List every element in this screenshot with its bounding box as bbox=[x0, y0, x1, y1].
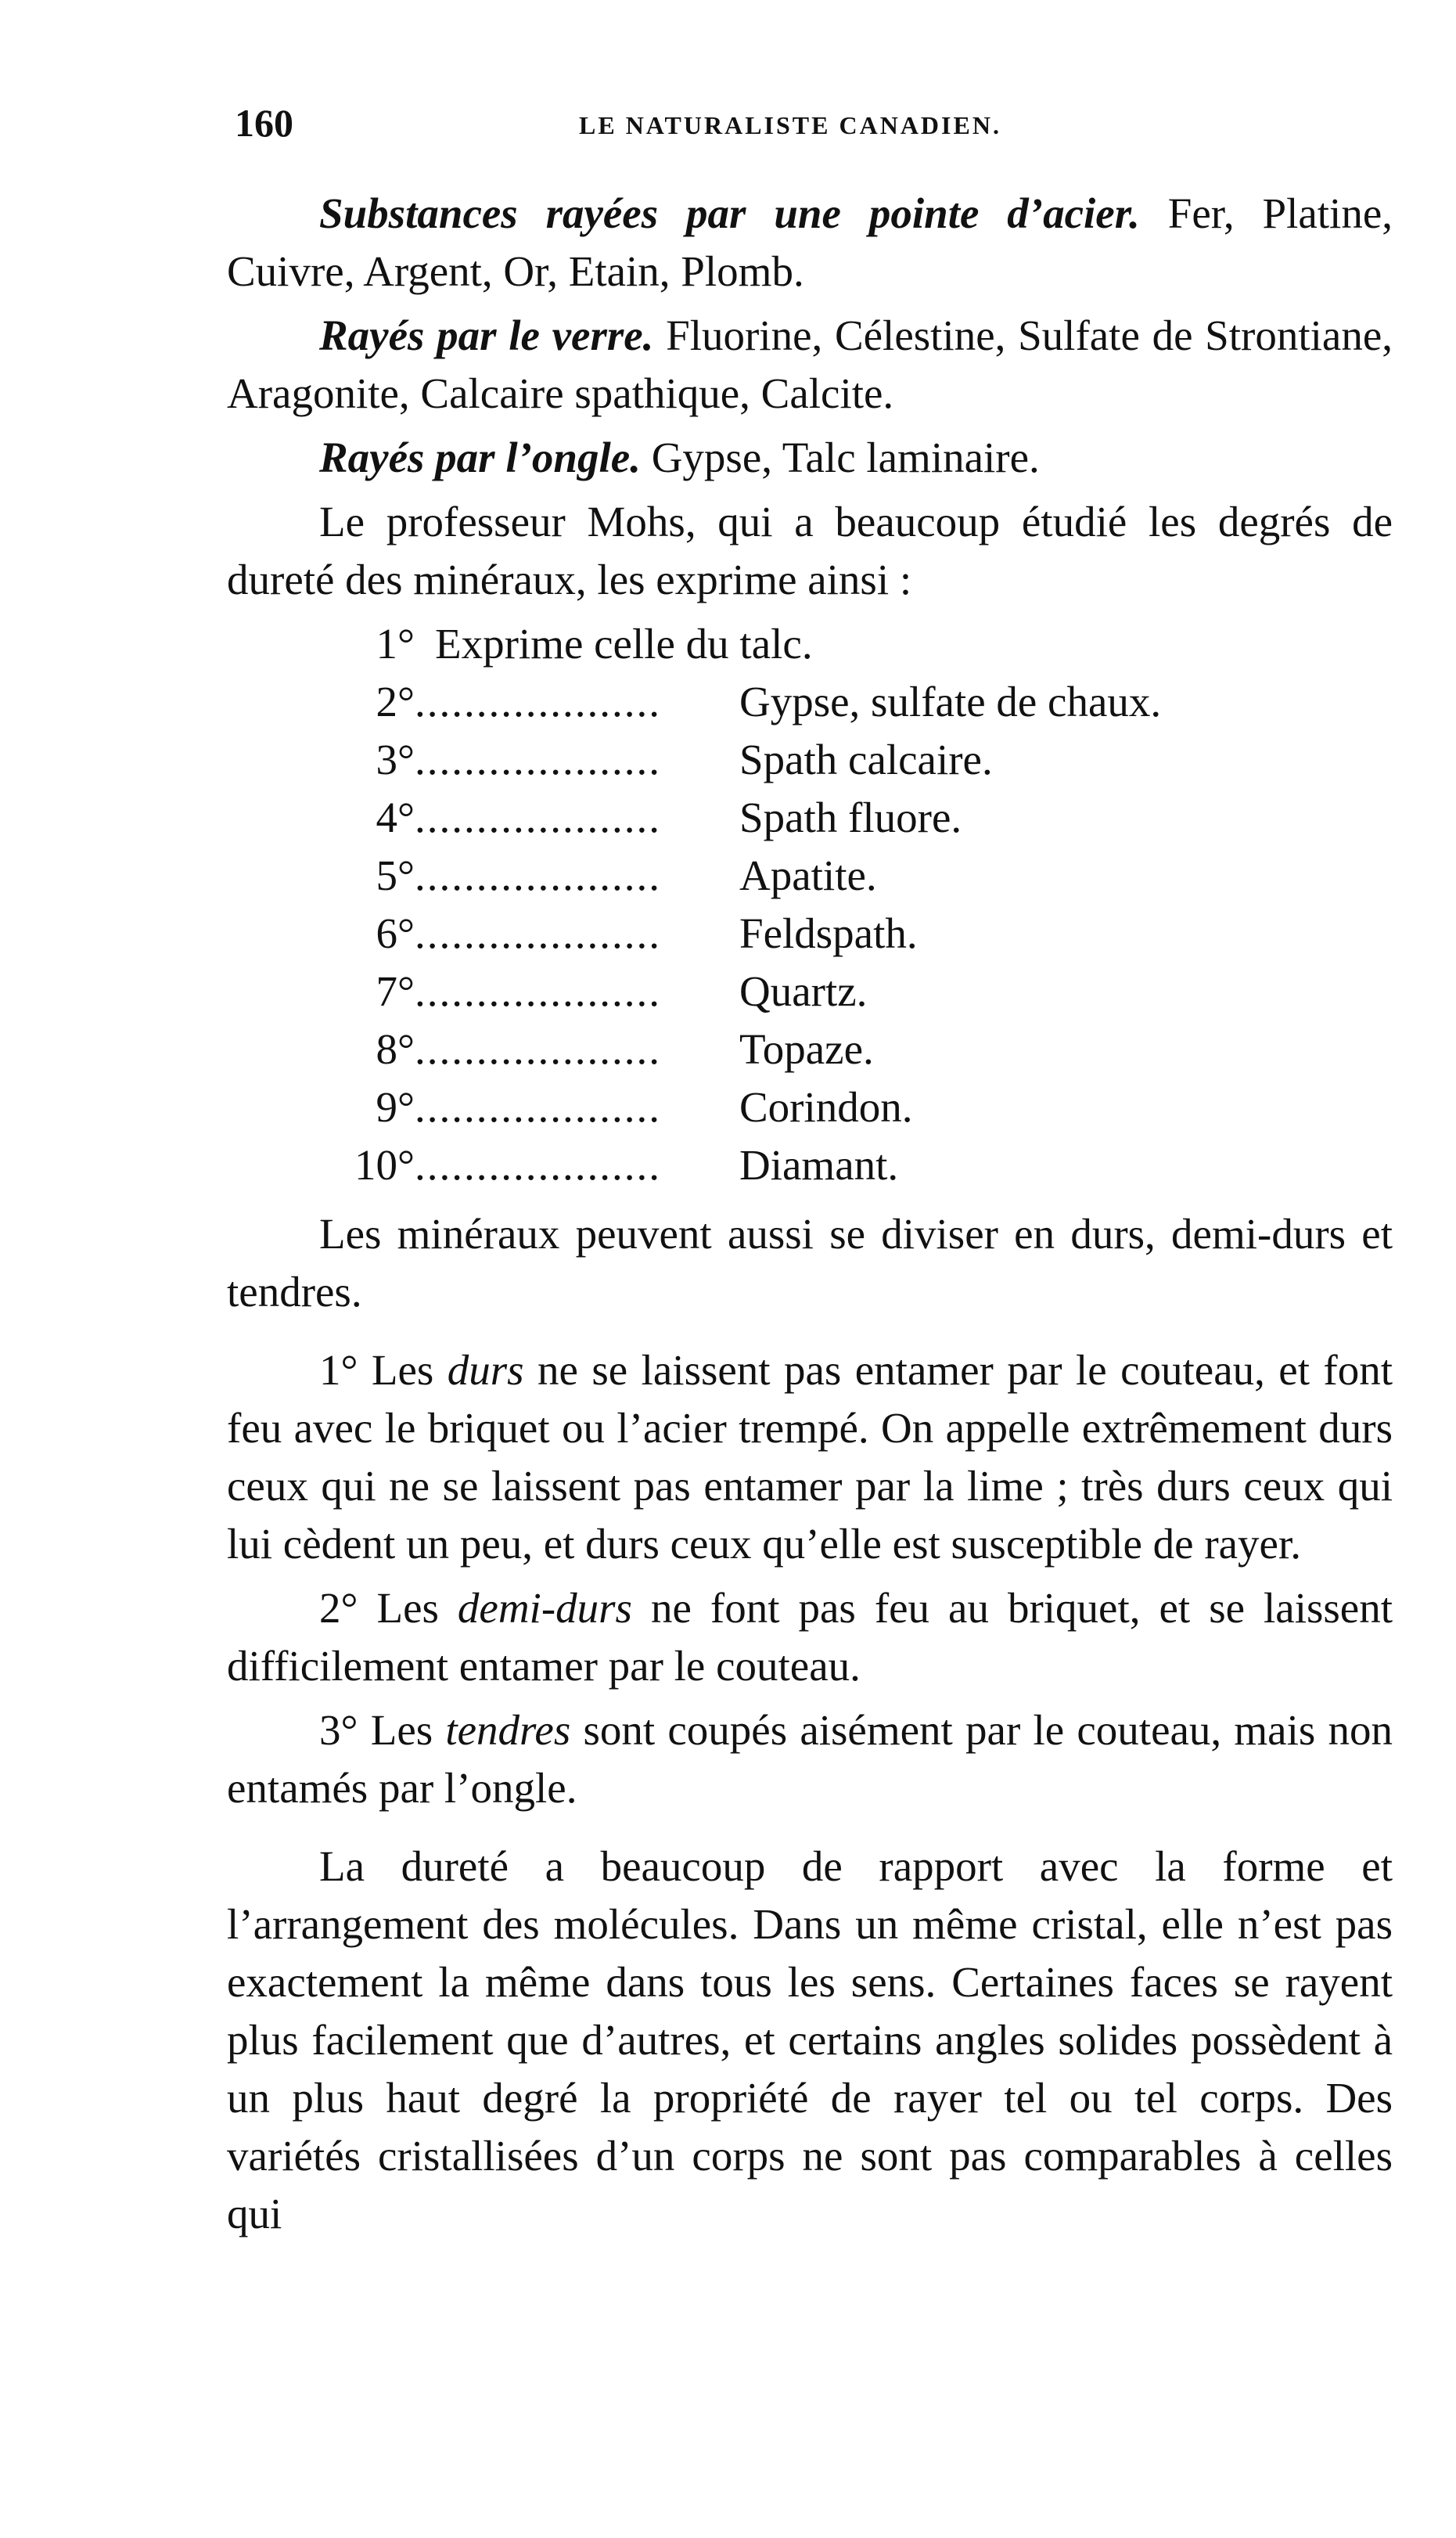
scale-degree: 1° bbox=[376, 620, 415, 668]
scale-mineral: Feldspath. bbox=[739, 909, 918, 957]
scale-mineral: Corindon. bbox=[739, 1083, 913, 1131]
scale-mineral: Apatite. bbox=[739, 851, 877, 899]
leader-dots: .................... bbox=[415, 736, 661, 783]
division-text: ne se laissent pas entamer par le couteau, et font feu avec le briquet ou l’acier trempé. On appelle extrêmement durs ceux qui ne se laissent pas entamer par la lime ; très durs ceux qui lui cèdent un peu, et durs ceux qu’elle est susceptible de rayer. bbox=[227, 1346, 1393, 1568]
page-number: 160 bbox=[235, 101, 293, 145]
hardness-group-steel bbox=[227, 185, 1393, 301]
leader-dots: .................... bbox=[415, 967, 661, 1015]
group-text: Fer, Platine, Cuivre, Argent, Or, Etain, Plomb. bbox=[227, 189, 1393, 295]
scale-mineral: Spath calcaire. bbox=[739, 736, 993, 783]
leader-dots: .................... bbox=[415, 1083, 661, 1131]
group-text: Fluorine, Célestine, Sulfate de Strontiane, Aragonite, Calcaire spathique, Calcite. bbox=[227, 311, 1393, 417]
scale-degree: 6° bbox=[376, 909, 415, 957]
group-lead: Rayés par le verre. bbox=[319, 311, 654, 359]
division-soft bbox=[227, 1701, 1393, 1817]
scale-degree: 5° bbox=[376, 851, 415, 899]
leader-dots: .................... bbox=[415, 851, 661, 899]
division-intro: Les minéraux peuvent aussi se diviser en durs, demi-durs et tendres. bbox=[227, 1210, 1393, 1316]
scale-mineral: Spath fluore. bbox=[739, 794, 962, 841]
leader-dots: .................... bbox=[415, 909, 661, 957]
scale-row bbox=[227, 1078, 1393, 1136]
hardness-group-glass bbox=[227, 307, 1393, 423]
scale-row bbox=[227, 963, 1393, 1021]
scale-degree: 8° bbox=[376, 1025, 415, 1073]
division-prefix: 2° Les bbox=[319, 1584, 458, 1632]
scale-degree: 7° bbox=[376, 967, 415, 1015]
mohs-scale-list bbox=[227, 615, 1393, 1194]
scale-degree: 4° bbox=[376, 794, 415, 841]
scale-degree: 9° bbox=[376, 1083, 415, 1131]
scale-row bbox=[227, 789, 1393, 847]
page-header bbox=[235, 100, 1408, 155]
division-prefix: 1° Les bbox=[319, 1346, 448, 1394]
scale-degree: 3° bbox=[376, 736, 415, 783]
leader-dots: .................... bbox=[415, 678, 661, 725]
scale-degree: 10° bbox=[354, 1141, 415, 1189]
division-term: durs bbox=[447, 1346, 524, 1394]
scale-row bbox=[227, 1136, 1393, 1194]
group-lead: Rayés par l’ongle. bbox=[319, 434, 641, 481]
closing-paragraph: La dureté a beaucoup de rapport avec la forme et l’arrangement des molécules. Dans un même cristal, elle n’est pas exactement la même dans tous les sens. Certaines faces se rayent plus facilement que d’autres, et certains angles solides possèdent à un plus haut degré la propriété de rayer tel ou tel corps. Des variétés cristallisées d’un corps ne sont pas comparables à celles qui bbox=[227, 1842, 1393, 2237]
scale-row bbox=[227, 731, 1393, 789]
division-text: ne font pas feu au briquet, et se laissent difficilement entamer par le couteau. bbox=[227, 1584, 1393, 1690]
scale-row bbox=[227, 615, 1393, 673]
scale-row bbox=[227, 1021, 1393, 1078]
group-text: Gypse, Talc laminaire. bbox=[640, 434, 1040, 481]
hardness-group-nail bbox=[227, 429, 1393, 487]
scale-mineral: Topaze. bbox=[739, 1025, 874, 1073]
leader-dots: .................... bbox=[415, 1025, 661, 1073]
scale-row bbox=[227, 905, 1393, 963]
running-head: LE NATURALISTE CANADIEN. bbox=[579, 111, 1001, 139]
leader-dots: .................... bbox=[415, 1141, 661, 1189]
scale-degree: 2° bbox=[376, 678, 415, 725]
leader-dots: .................... bbox=[415, 794, 661, 841]
scale-mineral: Diamant. bbox=[739, 1141, 899, 1189]
division-semi-hard bbox=[227, 1579, 1393, 1695]
division-term: tendres bbox=[445, 1706, 571, 1754]
division-text: sont coupés aisément par le couteau, mais non entamés par l’ongle. bbox=[227, 1706, 1393, 1812]
division-term: demi-durs bbox=[457, 1584, 632, 1632]
division-prefix: 3° Les bbox=[319, 1706, 446, 1754]
group-lead: Substances rayées par une pointe d’acier. bbox=[319, 189, 1140, 237]
division-hard bbox=[227, 1341, 1393, 1573]
mohs-intro: Le professeur Mohs, qui a beaucoup étudié les degrés de dureté des minéraux, les exprime ainsi : bbox=[227, 498, 1393, 603]
scale-row bbox=[227, 847, 1393, 905]
scale-mineral: Gypse, sulfate de chaux. bbox=[739, 678, 1162, 725]
page-body bbox=[227, 185, 1393, 2249]
scale-mineral: Exprime celle du talc. bbox=[435, 620, 813, 668]
scale-mineral: Quartz. bbox=[739, 967, 868, 1015]
scale-row bbox=[227, 673, 1393, 731]
